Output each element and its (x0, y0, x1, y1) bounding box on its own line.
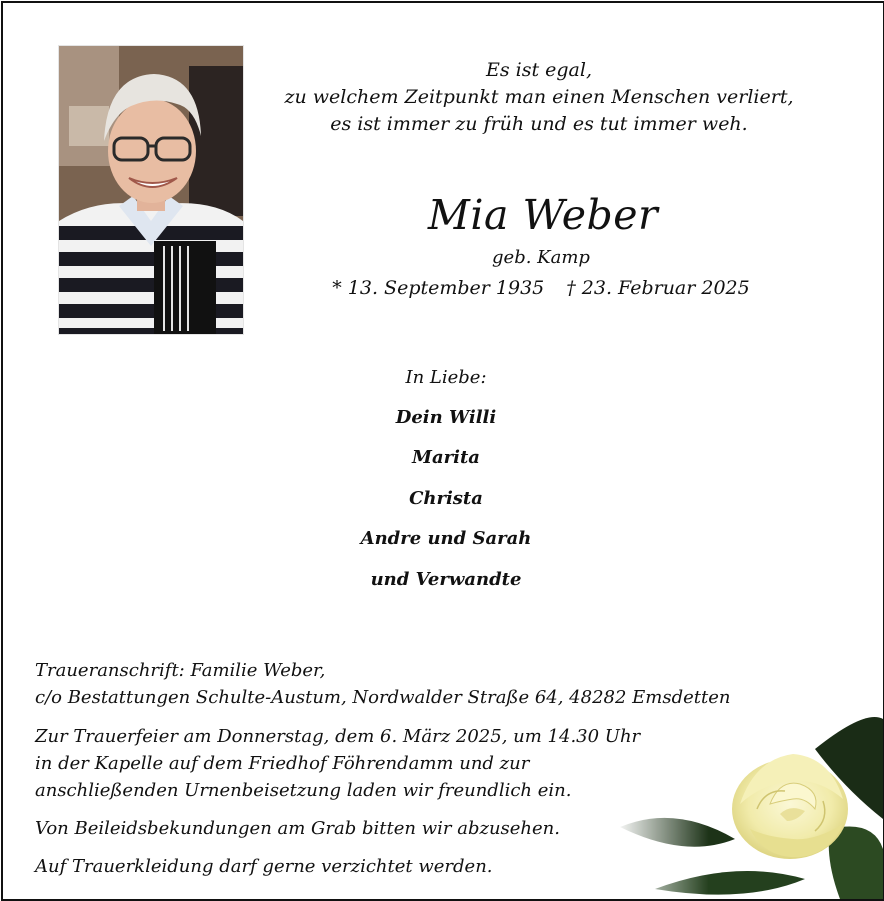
mourner-name: Dein Willi (395, 407, 497, 428)
mourner-name: Andre und Sarah (360, 528, 532, 550)
birth-date: * 13. September 1935 (332, 277, 545, 299)
memorial-quote (263, 57, 815, 138)
quote-line: Es ist egal, (485, 59, 592, 81)
condolence-note: Von Beileidsbekundungen am Grab bitten wir abzusehen. (35, 818, 560, 839)
address-line: c/o Bestattungen Schulte-Austum, Nordwalder Straße 64, 48282 Emsdetten (35, 687, 731, 708)
life-dates (263, 275, 819, 301)
service-line: anschließenden Urnenbeisetzung laden wir freundlich ein. (35, 780, 572, 801)
mourner-name: und Verwandte (370, 568, 522, 590)
service-line: in der Kapelle auf dem Friedhof Föhrendamm und zur (35, 753, 530, 774)
mourner-name: Christa (409, 487, 483, 509)
portrait-image (59, 46, 243, 334)
mourners-list (303, 405, 589, 607)
funeral-information (35, 657, 815, 880)
mourner-name: Marita (412, 447, 480, 469)
portrait-photo (58, 45, 244, 335)
death-date: † 23. Februar 2025 (566, 277, 750, 299)
birth-name: geb. Kamp (492, 247, 590, 268)
obituary-frame (1, 1, 884, 901)
dress-note: Auf Trauerkleidung darf gerne verzichtet werden. (35, 856, 493, 877)
service-line: Zur Trauerfeier am Donnerstag, dem 6. März 2025, um 14.30 Uhr (35, 726, 641, 747)
address-line: Traueranschrift: Familie Weber, (35, 660, 326, 681)
mourners-intro: In Liebe: (405, 367, 487, 388)
deceased-name: Mia Weber (427, 191, 659, 239)
quote-line: es ist immer zu früh und es tut immer weh. (330, 113, 748, 135)
quote-line: zu welchem Zeitpunkt man einen Menschen verliert, (284, 86, 794, 108)
